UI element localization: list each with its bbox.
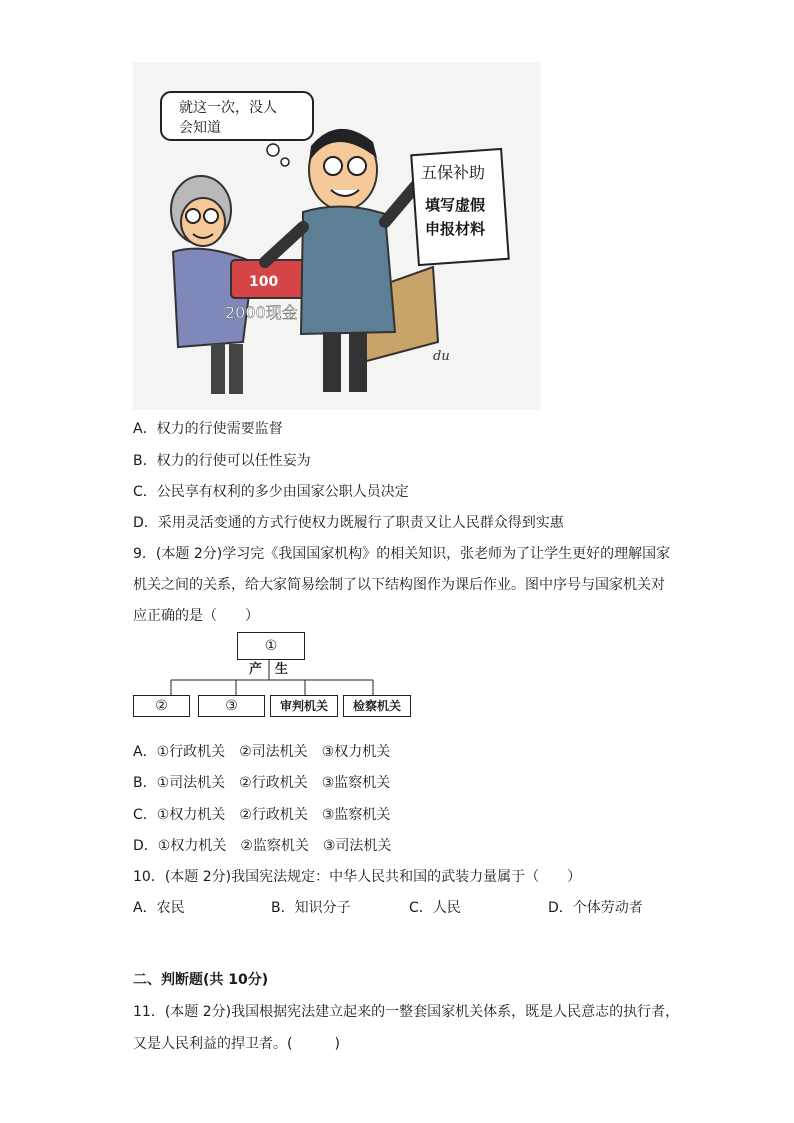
sign-line-2: 申报材料 — [425, 220, 486, 238]
diagram-box-procuratorate: 检察机关 — [343, 695, 411, 717]
money-label: 2000现金 — [225, 303, 298, 322]
diagram-box-3: ③ — [198, 695, 265, 717]
q9-option-a: A．①行政机关 ②司法机关 ③权力机关 — [133, 744, 391, 760]
q11-stem-line-1: 11．(本题 2分)我国根据宪法建立起来的一整套国家机关体系，既是人民意志的执行者， — [133, 1004, 680, 1020]
diagram-box-court: 审判机关 — [270, 695, 338, 717]
speech-line-2: 会知道 — [179, 120, 221, 136]
q9-stem-line-1: 9．(本题 2分)学习完《我国国家机构》的相关知识，张老师为了让学生更好的理解国家 — [133, 546, 671, 562]
section-heading: 二、判断题(共 10分) — [133, 972, 269, 988]
q10-option-d: D．个体劳动者 — [548, 900, 643, 916]
q10-stem: 10．(本题 2分)我国宪法规定：中华人民共和国的武装力量属于（ ） — [133, 869, 582, 885]
q10-option-c: C．人民 — [409, 900, 461, 916]
q8-option-b: B．权力的行使可以任性妄为 — [133, 453, 311, 469]
q9-option-b: B．①司法机关 ②行政机关 ③监察机关 — [133, 775, 391, 791]
q10-option-b: B．知识分子 — [271, 900, 351, 916]
diagram-box-2: ② — [133, 695, 190, 717]
q9-stem-line-2: 机关之间的关系，给大家简易绘制了以下结构图作为课后作业。图中序号与国家机关对 — [133, 577, 665, 593]
sign-line-1: 填写虚假 — [425, 196, 486, 214]
structure-diagram — [133, 630, 423, 720]
q9-stem-line-3: 应正确的是（ ） — [133, 608, 259, 624]
sign-title: 五保补助 — [421, 163, 486, 182]
q9-option-d: D．①权力机关 ②监察机关 ③司法机关 — [133, 838, 392, 854]
cartoon-illustration — [133, 62, 541, 410]
q9-option-c: C．①权力机关 ②行政机关 ③监察机关 — [133, 807, 391, 823]
cartoon-signature: du — [433, 349, 450, 364]
diagram-connector-label: 产 生 — [249, 662, 289, 677]
q8-option-a: A．权力的行使需要监督 — [133, 421, 283, 437]
q10-option-a: A．农民 — [133, 900, 185, 916]
q8-option-c: C．公民享有权利的多少由国家公职人员决定 — [133, 484, 409, 500]
speech-line-1: 就这一次，没人 — [179, 100, 277, 116]
q8-option-d: D．采用灵活变通的方式行使权力既履行了职责又让人民群众得到实惠 — [133, 515, 564, 531]
money-note: 100 — [249, 274, 279, 290]
diagram-box-1: ① — [237, 632, 305, 660]
q11-stem-line-2: 又是人民利益的捍卫者。( ) — [133, 1036, 340, 1052]
